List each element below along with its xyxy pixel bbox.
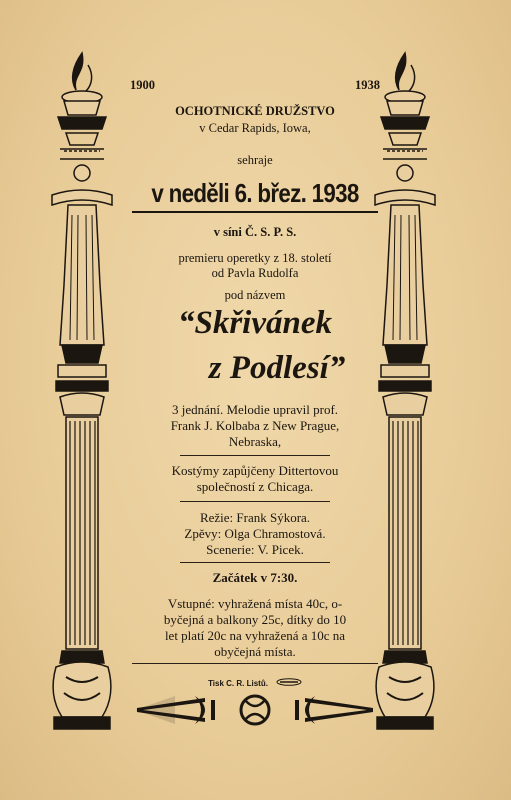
- premiere-line-2: od Pavla Rudolfa: [211, 266, 299, 280]
- operetta-title-line-1: “Skřivánek: [177, 305, 332, 341]
- left-caryatid-column-illustration: [42, 45, 122, 735]
- admission-line-4: obyčejná místa.: [214, 644, 296, 659]
- admission-line-2: byčejná a balkony 25c, dítky do 10: [163, 612, 347, 627]
- admission-line-3: let platí 20c na vyhražená a 10c na: [164, 628, 346, 643]
- performs-verb: sehraje: [237, 153, 273, 167]
- music-line-1: 3 jednání. Melodie upravil prof.: [171, 402, 339, 417]
- date-underline: [132, 211, 378, 213]
- year-start: 1900: [130, 78, 155, 92]
- credit-scenery: Scenerie: V. Picek.: [206, 542, 304, 557]
- divider-3: [180, 562, 330, 563]
- divider-1: [180, 455, 330, 456]
- year-end: 1938: [355, 78, 380, 92]
- printer-line: [120, 673, 390, 691]
- organizer-location: v Cedar Rapids, Iowa,: [199, 121, 311, 135]
- music-line-3: Nebraska,: [228, 434, 282, 449]
- operetta-title-line-2: z Podlesí”: [208, 350, 346, 386]
- admission-line-1: Vstupné: vyhražená místa 40c, o-: [167, 596, 343, 611]
- printer-mark-icon: [276, 678, 302, 686]
- under-name: pod názvem: [224, 288, 286, 302]
- credit-director: Režie: Frank Sýkora.: [199, 510, 311, 525]
- credit-songs: Zpěvy: Olga Chramostová.: [184, 526, 326, 541]
- costumes-line-1: Kostýmy zapůjčeny Dittertovou: [171, 463, 339, 478]
- start-time: Začátek v 7:30.: [212, 570, 298, 585]
- performance-date: v neděli 6. břez. 1938: [151, 178, 359, 208]
- playbill-text-column: [120, 0, 390, 800]
- costumes-line-2: společností z Chicaga.: [196, 479, 314, 494]
- music-line-2: Frank J. Kolbaba z New Prague,: [170, 418, 340, 433]
- bottom-ornament: [135, 690, 375, 730]
- organizer-name: OCHOTNICKÉ DRUŽSTVO: [175, 104, 335, 118]
- divider-2: [180, 501, 330, 502]
- divider-4: [132, 663, 378, 664]
- premiere-line-1: premieru operetky z 18. století: [178, 251, 332, 265]
- venue: v síni Č. S. P. S.: [213, 225, 297, 239]
- printer-credit: Tisk C. R. Listů.: [208, 679, 268, 688]
